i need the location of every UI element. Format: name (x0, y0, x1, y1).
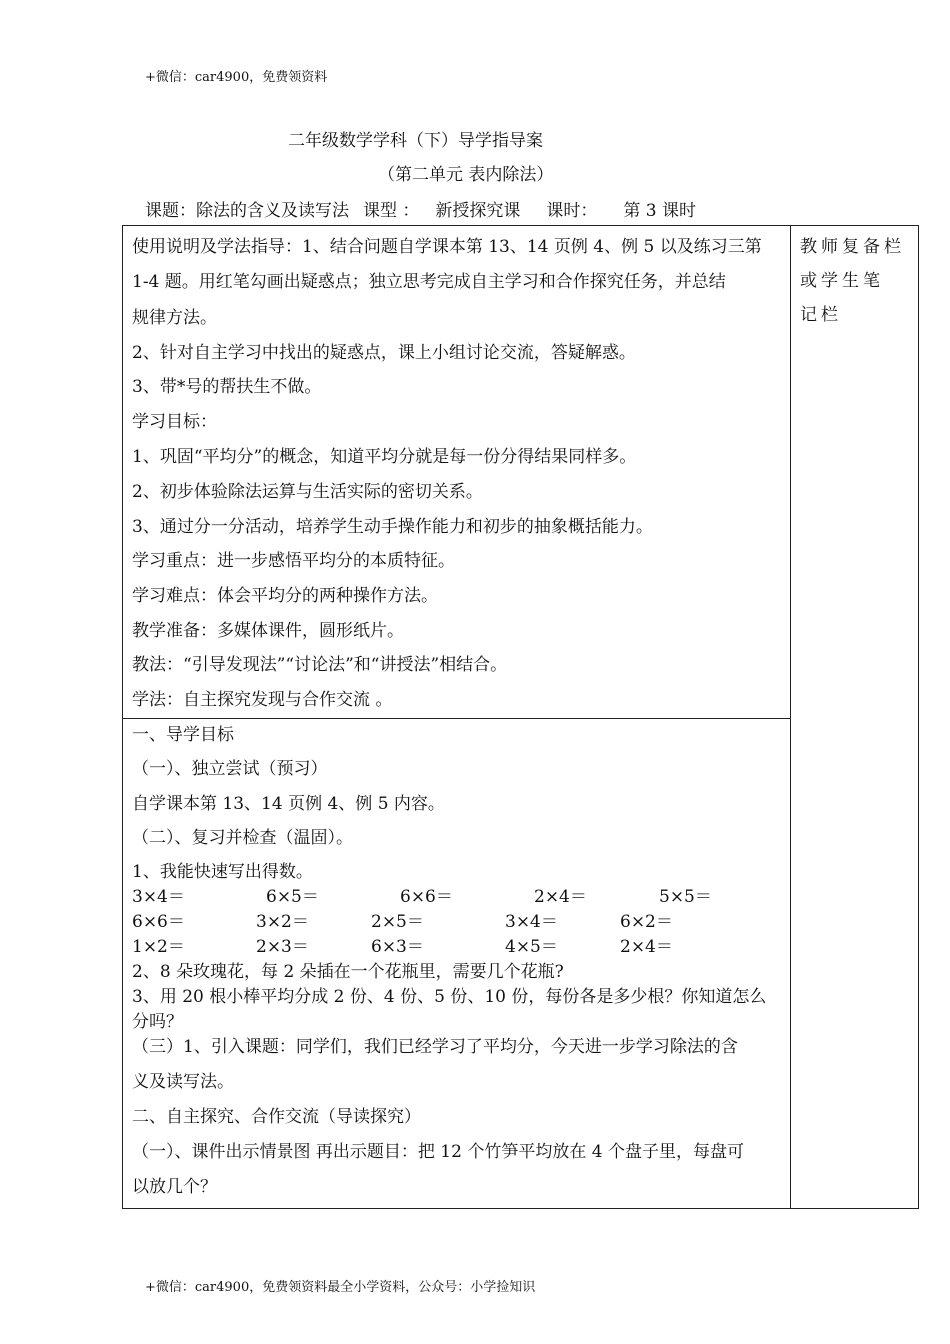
math-item: 3×4＝ (132, 887, 185, 907)
instruction-line: 1-4 题。用红笔勾画出疑惑点；独立思考完成自主学习和合作探究任务，并总结 (132, 272, 726, 292)
section-heading: 一、导学目标 (132, 725, 234, 745)
instruction-line: 规律方法。 (132, 308, 217, 328)
topic-label: 课题： (145, 201, 196, 221)
math-item: 6×3＝ (371, 937, 424, 957)
section-heading: 二、自主探究、合作交流（导读探究） (132, 1107, 421, 1127)
question: 3、用 20 根小棒平均分成 2 份、4 份、5 份、10 份，每份各是多少根？你知道怎么 (132, 987, 767, 1007)
teaching-method: 教法：“引导发现法”“讨论法”和“讲授法”相结合。 (132, 655, 508, 675)
question: 1、我能快速写出得数。 (132, 862, 313, 882)
math-item: 4×5＝ (505, 937, 558, 957)
paragraph: （三）1、引入课题：同学们，我们已经学习了平均分，今天进一步学习除法的含 (132, 1037, 738, 1057)
objectives-heading: 学习目标： (132, 412, 217, 432)
page-title: 二年级数学学科（下）导学指导案 (288, 131, 543, 151)
math-item: 2×4＝ (620, 937, 673, 957)
math-item: 3×2＝ (256, 912, 309, 932)
footer-note: +微信：car4900，免费领资料最全小学资料，公众号：小学捡知识 (145, 1280, 536, 1295)
math-item: 6×5＝ (266, 887, 319, 907)
math-item: 2×4＝ (534, 887, 587, 907)
page-subtitle: （第二单元 表内除法） (378, 165, 554, 185)
column-divider (790, 226, 791, 1208)
objective-line: 2、初步体验除法运算与生活实际的密切关系。 (132, 482, 483, 502)
lesson-table (122, 225, 919, 1209)
type-label: 课型 ： (363, 201, 420, 221)
preparation: 教学准备：多媒体课件，圆形纸片。 (132, 621, 404, 641)
header-note: +微信：car4900，免费领资料 (145, 70, 328, 85)
learning-method: 学法：自主探究发现与合作交流 。 (132, 690, 393, 710)
paragraph: 自学课本第 13、14 页例 4、例 5 内容。 (132, 794, 445, 814)
math-item: 2×3＝ (256, 937, 309, 957)
instruction-line: 3、带*号的帮扶生不做。 (132, 377, 322, 397)
instruction-line: 2、针对自主学习中找出的疑惑点，课上小组讨论交流，答疑解惑。 (132, 343, 636, 363)
math-item: 6×6＝ (132, 912, 185, 932)
math-item: 3×4＝ (505, 912, 558, 932)
subsection-heading: （二）、复习并检查（温固）。 (132, 828, 353, 848)
paragraph: 义及读写法。 (132, 1072, 234, 1092)
paragraph: （一）、课件出示情景图 再出示题目：把 12 个竹笋平均放在 4 个盘子里，每盘可 (132, 1142, 744, 1162)
math-item: 1×2＝ (132, 937, 185, 957)
question: 2、8 朵玫瑰花，每 2 朵插在一个花瓶里，需要几个花瓶? (132, 962, 564, 982)
key-point: 学习重点：进一步感悟平均分的本质特征。 (132, 551, 455, 571)
math-item: 6×2＝ (620, 912, 673, 932)
difficulty: 学习难点：体会平均分的两种操作方法。 (132, 586, 438, 606)
instruction-line: 使用说明及学法指导：1、结合问题自学课本第 13、14 页例 4、例 5 以及练习三第 (132, 237, 762, 257)
question: 分吗？ (132, 1012, 183, 1032)
course-info-line (145, 196, 696, 221)
paragraph: 以放几个？ (132, 1177, 217, 1197)
subsection-heading: （一）、独立尝试（预习） (132, 759, 328, 779)
side-note-column: 教师复备栏或学生笔 记栏 (800, 237, 905, 325)
math-item: 6×6＝ (400, 887, 453, 907)
objective-line: 1、巩固“平均分”的概念，知道平均分就是每一份分得结果同样多。 (132, 447, 637, 467)
topic-value: 除法的含义及读写法 (196, 201, 349, 221)
period-value: 第 3 课时 (623, 201, 697, 221)
math-item: 5×5＝ (659, 887, 712, 907)
type-value: 新授探究课 (435, 201, 521, 221)
objective-line: 3、通过分一分活动，培养学生动手操作能力和初步的抽象概括能力。 (132, 517, 653, 537)
math-item: 2×5＝ (371, 912, 424, 932)
period-label: 课时： (546, 201, 598, 221)
row-divider (123, 718, 790, 719)
